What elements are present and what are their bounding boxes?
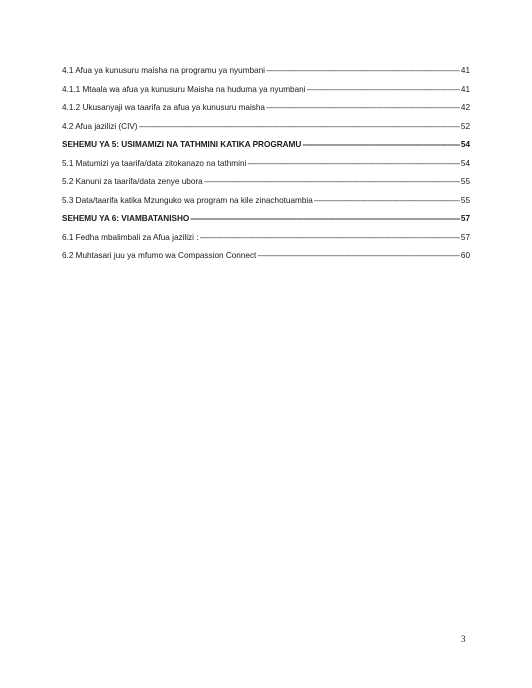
toc-entry-label: 4.2 Afua jazilizi (CIV) [62,121,138,131]
toc-entry[interactable] [62,173,470,192]
toc-entry[interactable] [62,229,470,248]
toc-entry[interactable] [62,62,470,81]
toc-entry-page: 54 [460,158,470,168]
toc-dot-leader [190,210,460,229]
toc-entry-label: SEHEMU YA 6: VIAMBATANISHO [62,214,190,223]
toc-entry-page: 41 [460,66,470,75]
toc-entry-page: 41 [460,84,470,94]
toc-dot-leader [139,118,460,137]
toc-section-heading[interactable] [62,210,470,229]
toc-entry-page: 55 [460,195,470,205]
toc-dot-leader [302,136,460,155]
toc-entry[interactable] [62,155,470,174]
toc-dot-leader [307,81,460,100]
page-number: 3 [461,634,466,644]
toc-entry-label: 4.1 Afua ya kunusuru maisha na programu ya nyumbani [62,66,265,75]
toc-entry-label: 5.2 Kanuni za taarifa/data zenye ubora [62,177,203,186]
toc-entry-page: 54 [460,140,470,149]
toc-entry-page: 55 [460,177,470,186]
toc-entry-page: 57 [460,232,470,242]
toc-dot-leader [314,192,460,211]
toc-dot-leader [266,99,460,118]
toc-section-heading[interactable] [62,136,470,155]
toc-entry-label: 4.1.1 Mtaala wa afua ya kunusuru Maisha na huduma ya nyumbani [62,84,306,94]
toc-entry[interactable] [62,99,470,118]
toc-entry-label: 5.3 Data/taarifa katika Mzunguko wa program na kile zinachotuambia [62,195,313,205]
toc-entry-label: 5.1 Matumizi ya taarifa/data zitokanazo na tathmini [62,158,247,168]
toc-entry-label: SEHEMU YA 5: USIMAMIZI NA TATHMINI KATIKA PROGRAMU [62,140,302,149]
toc-dot-leader [200,229,460,248]
toc-entry-page: 52 [460,121,470,131]
toc-dot-leader [204,173,460,192]
toc-entry-label: 6.1 Fedha mbalimbali za Afua jazilizi : [62,232,199,242]
toc-entry[interactable] [62,192,470,211]
toc-entry-page: 57 [460,214,470,223]
toc-dot-leader [266,62,460,81]
toc-dot-leader [257,247,460,266]
toc-entry-page: 42 [460,103,470,112]
toc-dot-leader [247,155,460,174]
toc-entry-page: 60 [460,251,470,260]
toc-entry-label: 6.2 Muhtasari juu ya mfumo wa Compassion Connect [62,251,257,260]
toc-entry[interactable] [62,118,470,137]
toc-entry[interactable] [62,81,470,100]
toc-entry-label: 4.1.2 Ukusanyaji wa taarifa za afua ya kunusuru maisha [62,103,265,112]
toc-entry[interactable] [62,247,470,266]
table-of-contents [62,62,470,266]
